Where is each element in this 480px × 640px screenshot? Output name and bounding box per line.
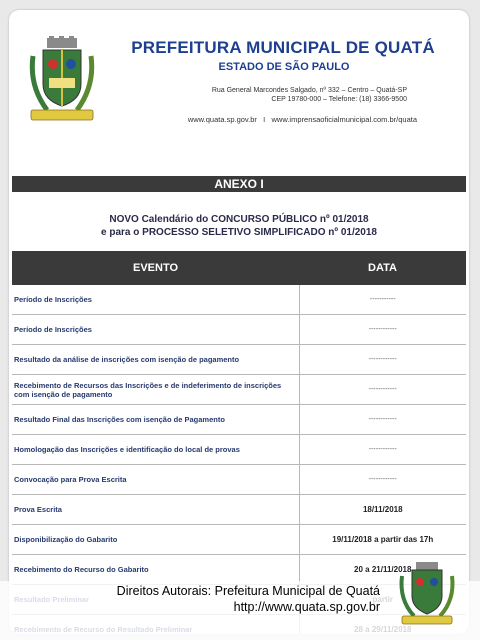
event-cell: Disponibilização do Gabarito — [12, 525, 299, 555]
column-header-date: DATA — [299, 251, 466, 285]
watermark-copyright: Direitos Autorais: Prefeitura Municipal de Quatá — [116, 584, 380, 598]
event-cell: Convocação para Prova Escrita — [12, 465, 299, 495]
event-cell: Período de Inscrições — [12, 285, 299, 315]
event-cell: Resultado da análise de inscrições com isenção de pagamento — [12, 345, 299, 375]
table-row — [12, 285, 466, 315]
event-cell: Resultado Final das Inscrições com isenção de Pagamento — [12, 405, 299, 435]
coat-of-arms-small-icon — [396, 560, 458, 626]
press-site-link[interactable]: www.imprensaoficialmunicipal.com.br/quata — [271, 115, 417, 124]
event-cell: Recebimento do Recurso do Gabarito — [12, 555, 299, 585]
watermark-url[interactable]: http://www.quata.sp.gov.br — [233, 600, 380, 614]
table-row — [12, 495, 466, 525]
address-block — [159, 86, 407, 104]
table-row — [12, 465, 466, 495]
table-row — [12, 405, 466, 435]
address-line: Rua General Marcondes Salgado, nº 332 – Centro – Quatá-SP — [211, 87, 407, 94]
contact-line: CEP 19780-000 – Telefone: (18) 3366-9500 — [271, 96, 407, 103]
event-cell: Período de Inscrições — [12, 315, 299, 345]
notice-heading — [49, 213, 429, 239]
separator: I — [263, 115, 266, 124]
notice-line-2: e para o PROCESSO SELETIVO SIMPLIFICADO nº 01/2018 — [101, 227, 377, 238]
coat-of-arms-icon — [27, 36, 97, 128]
website-link[interactable]: www.quata.sp.gov.br — [187, 115, 257, 124]
table-row — [12, 375, 466, 405]
date-cell: ------------ — [299, 405, 466, 435]
date-cell: 20 a 21/11/2018 — [299, 555, 466, 585]
event-cell: Recebimento de Recursos das Inscrições e de indeferimento de inscrições com isenção de pagamento — [12, 375, 299, 405]
date-cell: 19/11/2018 a partir das 17h — [299, 525, 466, 555]
page-subtitle: ESTADO DE SÃO PAULO — [218, 61, 350, 73]
table-row — [12, 525, 466, 555]
date-cell: ------------ — [299, 435, 466, 465]
date-cell: ------------ — [299, 465, 466, 495]
date-cell: 18/11/2018 — [299, 495, 466, 525]
column-header-event: EVENTO — [12, 251, 299, 285]
page-title: PREFEITURA MUNICIPAL DE QUATÁ — [131, 38, 435, 57]
date-cell: ------------ — [299, 375, 466, 405]
date-cell: ----------- — [299, 285, 466, 315]
table-row — [12, 345, 466, 375]
web-links — [149, 115, 417, 124]
table-header — [12, 251, 466, 285]
table-row — [12, 315, 466, 345]
table-row — [12, 435, 466, 465]
date-cell: ------------ — [299, 345, 466, 375]
date-cell: ------------ — [299, 315, 466, 345]
document-page — [9, 10, 469, 634]
event-cell: Homologação das Inscrições e identificação do local de provas — [12, 435, 299, 465]
event-cell: Prova Escrita — [12, 495, 299, 525]
notice-line-1: NOVO Calendário do CONCURSO PÚBLICO nº 01/2018 — [109, 214, 369, 225]
annex-heading: ANEXO I — [12, 176, 466, 192]
